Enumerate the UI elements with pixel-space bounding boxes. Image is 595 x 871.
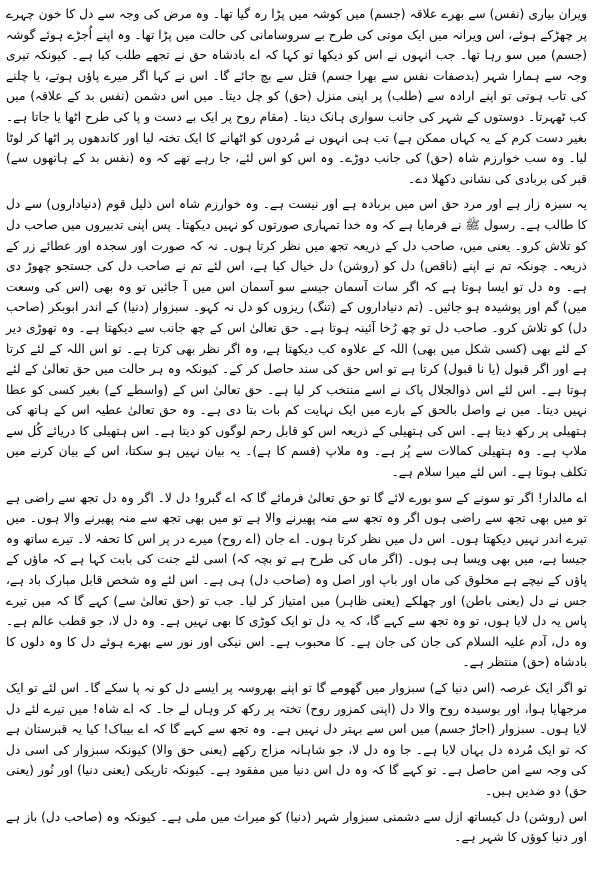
paragraph: اے مالدار! اگر تو سونے کے سو بورے لائے گا تو حق تعالیٰ فرمائے گا کہ اے گبرو! دل لا۔ اگر وہ دل تجھ سے راضی ہے تو میں بھی تجھ سے راضی ہوں اگر وہ تجھ سے منہ پھیرنے والا ہے تو میں بھی تجھ سے منہ پھیرنے والا ہوں۔ میں تیرے اندر نہیں دیکھتا ہوں۔ اس دل میں نظر کرتا ہوں۔ اے جان (اے روح) میرے در پر اس کا تحفہ لا۔ تیرے ساتھ وہ جیسا ہے، میں بھی ویسا ہی ہوں۔ (اگر ماں کی طرح ہے تو بچہ کہ) اسی لئے جنت کی بابت کہا ہے کہ ماؤں کے پاؤں کے نیچے ہے مخلوق کی ماں اور باپ اور اصل وہ (صاحب دل) ہی ہے۔ اس لئے وہ شخص قابل مبارک باد ہے، جس نے دل (یعنی باطن) اور چھلکے (یعنی ظاہر) میں امتیاز کر لیا۔ جب تو (حق تعالیٰ سے) کہے گا کہ میں تیرے پاس یہ دل لایا ہوں، تو وہ تجھ سے کہے گا، کہ یہ دل تو ایک کوڑی کا بھی نہیں ہے۔ وہ دل لا، جو قطب عالم ہے۔ وہ دل، آدم علیہ السلام کی جان کی جان ہے۔ کا محبوب ہے۔ اس نیکی اور نور سے بھرے ہوئے دل کا وہ دلوں کا بادشاہ (حق) منتظر ہے۔: [6, 490, 587, 670]
paragraph: اس (روشن) دل کیساتھ ازل سے دشمنی سبزوار شہر (دنیا) کو میراث میں ملی ہے۔ کیونکہ وہ (صاحب دل) باز ہے اور دنیا کوؤں کا شہر ہے۔: [6, 809, 587, 845]
paragraph: ویران بیاری (نفس) سے بھرے علاقہ (جسم) میں کوشہ میں پڑا رہ گیا تھا۔ وہ مرض کی وجہ سے دل کا خون چہرے پر چھڑکے ہوئے، اس ویرانہ میں ایک موتی کی طرح بے سروسامانی کی حالت میں پڑا تھا۔ وہ اپنے اُجڑے ہوئے گوشہ (جسم) میں سو رہا تھا۔ جب انہوں نے اس کو دیکھا تو کہا کہ اے بادشاہ حق نے تجھے طلب کیا ہے۔ کیونکہ تیری وجہ سے ہمارا شہر (بدصفات نفس سے بھرا جسم) قتل سے بچ جائے گا۔ اس نے کہا اگر میرے پاؤں ہوتے، یا چلنے کی تاب ہوتی تو اپنے ارادہ سے (طلب) پر اپنی منزل (حق) کو چل دیتا۔ میں اس دشمن (نفس بد کے علاقہ) میں کب ٹھہرتا۔ دوستوں کے شہر کی جانب سواری ہانک دیتا۔ (مقام روح پر ایک بے دست و پا کی طرح اٹھا یا جاتا ہے۔ بغیر دست کرم کے یہ کہاں ممکن ہے) تب ہی انہوں نے مُردوں کو اٹھانے کا ایک تختہ لیا اور کاندھوں پر اٹھا کر لوٹا لیا۔ وہ سب خوارزم شاہ (حق) کی جانب دوڑے۔ وہ اس کو اس لئے، جا رہے تھے کہ وہ (نفس بد کے ہاتھوں سے) قبر کی بربادی کی نشانی دکھلا دے۔: [6, 7, 587, 186]
paragraph: یہ سبزہ زار ہے اور مرد حق اس میں بربادہ ہے اور نیست ہے۔ وہ خوارزم شاہ اس ذلیل قوم (دنیاداروں) سے دل کا طالب ہے۔ رسول ﷺ نے فرمایا ہے کہ وہ خدا تمہاری صورتوں کو نہیں دیکھتا۔ پس اپنی تدبیروں میں صاحب دل کو تلاش کرو۔ یعنی میں، صاحب دل کے ذریعہ تجھ میں نظر کرتا ہوں۔ نہ کہ صورت اور سجدہ اور عطائے زر کے ذریعہ۔ چونکہ تم نے اپنے (ناقص) دل کو (روشن) دل خیال کیا ہے، اس لئے تم نے صاحب دل کی جستجو چھوڑ دی ہے۔ وہ دل تو ایسا ہوتا ہے کہ اگر سات آسمان جیسے سو آسمان اس میں آ جائیں تو وہ بھی (اس کی وسعت میں) گم اور پوشیدہ ہو جائیں۔ (تم دنیاداروں کے (تنگ) ریزوں کو دل نہ کہو۔ سبزوار (دنیا) کے اندر ابوبکر (صاحب دل) کو تلاش کرو۔ صاحب دل تو چھ رُخا آئینہ ہوتا ہے۔ حق تعالیٰ اس کے چھ جانب سے دیکھتا ہے۔ وہ تھوڑی دیر کے لئے بھی (کسی شکل میں بھی) اللہ کے علاوہ کب دیکھتا ہے، وہ اگر نظر بھی کرتا ہے۔ تو اس اللہ کے لئے کرتا ہے اور اگر قبول (یا نا قبول) کرتا ہے تو اس حق کی سند حاصل کر کے۔ کیونکہ وہ ہر حالت میں حق تعالیٰ کے لئے ہوتا ہے۔ اس لئے اس ذوالجلال پاک نے اسے منتخب کر لیا ہے۔ حق تعالیٰ اس کے (واسطے کے) بغیر کسی کو عطا نہیں دیتا۔ میں نے واصل بالحق کے بارے میں ایک نہایت کم بات بتا دی ہے۔ وہ حق تعالیٰ عطیہ اس کے ہاتھ کی ہتھیلی پر رکھ دیتا ہے۔ اس کی ہتھیلی کے ذریعہ اس کو قابل رحم لوگوں کو دیتا ہے۔ اس ہتھیلی کا دریائے کُل سے ملاپ ہے۔ وہ ہتھیلی کمالات سے پُر ہے۔ وہ ملاپ (قسم کا ہے)۔ یہ بیان نہیں ہو سکتا، اس کے بیان کرنے میں تکلف ہوتا ہے۔ اس لئے میرا سلام ہے۔: [6, 197, 587, 480]
paragraph: تو اگر ایک عرصہ (اس دنیا کے) سبزوار میں گھومے گا تو اپنے بھروسہ پر ایسے دل کو نہ پا سکے گا۔ اس لئے تو ایک مرجھایا ہوا، اور بوسیدہ روح والا دل (اپنی کمزور روح) تختہ پر رکھ کر وہاں لے جا۔ کہ اے شاہ! میں تیرے لئے دل لایا ہوں۔ سبزوار (اجاڑ جسم) میں اس سے بہتر دل نہیں ہے۔ وہ تجھ سے کہے گا کہ اے بیباک! کیا یہ قبرستان ہے کہ تو ایک مُردہ دل یہاں لایا ہے۔ جا وہ دل لا، جو شاہانہ مزاج رکھے (یعنی حق والا) کیونکہ سبزوار کی اسی دل کی وجہ سے امن حاصل ہے۔ تو کہے گا کہ وہ دل اس دنیا میں مفقود ہے۔ کیونکہ تاریکی (یعنی دنیا) اور نُور (یعنی حق) دو ضدیں ہیں۔: [6, 681, 587, 798]
